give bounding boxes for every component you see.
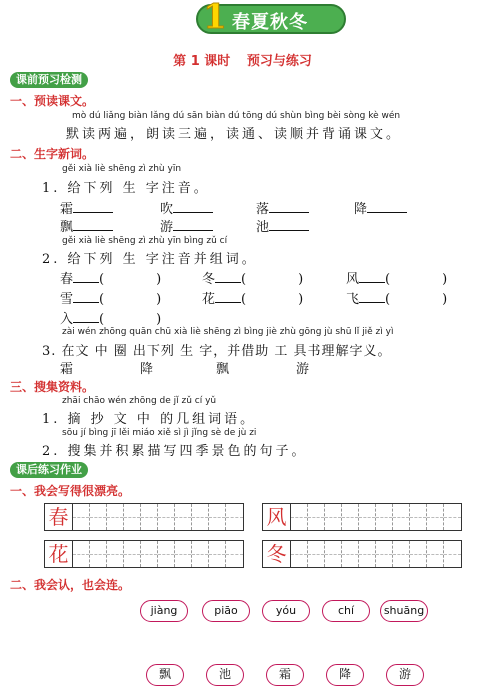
answer-blank[interactable]	[269, 200, 309, 213]
q2-item: 春 ( )	[60, 272, 162, 287]
writing-grid[interactable]	[262, 503, 462, 531]
s3-q2-text: 2. 搜集并积累描写四季景色的句子。	[42, 444, 308, 459]
q1-item: 霜	[60, 198, 113, 217]
q2-text: 2. 给下列 生 字注音并组词。	[42, 252, 258, 267]
answer-blank[interactable]	[367, 200, 407, 213]
writing-grid[interactable]	[262, 540, 462, 568]
answer-blank[interactable]	[215, 270, 241, 283]
section2-heading: 二、生字新词。	[10, 147, 95, 161]
homework-tag: 课后练习作业	[10, 462, 88, 478]
pinyin-cloud[interactable]: yóu	[262, 600, 310, 622]
writing-grid[interactable]	[44, 503, 244, 531]
section1-pinyin: mò dú liǎng biàn lǎng dú sān biàn dú tōng dú shùn bìng bèi sòng kè wén	[72, 111, 401, 121]
model-char: 风	[263, 504, 291, 530]
q2-item: 入 ( )	[60, 312, 162, 327]
q3-pinyin: zài wén zhōng quān chū xià liè shēng zì bìng jiè zhù gōng jù shū lǐ jiě zì yì	[62, 327, 394, 337]
q1-item: 飘	[60, 216, 113, 235]
q3-char: 游	[296, 362, 310, 377]
answer-blank[interactable]	[215, 290, 241, 303]
char-cloud[interactable]: 游	[386, 664, 424, 686]
char-cloud[interactable]: 降	[326, 664, 364, 686]
lesson-title-main: 春夏秋冬	[232, 12, 308, 33]
homework1-heading: 一、我会写得很漂亮。	[10, 484, 131, 498]
q1-pinyin: gěi xià liè shēng zì zhù yīn	[62, 164, 182, 174]
model-char: 花	[45, 541, 73, 567]
answer-blank[interactable]	[359, 290, 385, 303]
q1-item: 落	[256, 198, 309, 217]
answer-blank[interactable]	[73, 290, 99, 303]
homework2-heading: 二、我会认，也会连。	[10, 578, 131, 592]
s3-q2-pinyin: sōu jí bìng jī lěi miáo xiě sì jì jǐng sè de jù zi	[62, 428, 257, 438]
writing-grid[interactable]	[44, 540, 244, 568]
answer-blank[interactable]	[173, 218, 213, 231]
preview-tag: 课前预习检测	[10, 72, 88, 88]
q2-item: 雪 ( )	[60, 292, 162, 307]
q1-item: 游	[160, 216, 213, 235]
lesson-subtitle	[0, 50, 485, 69]
s3-q1-pinyin: zhāi chāo wén zhōng de jǐ zǔ cí yǔ	[62, 396, 217, 406]
q2-item: 风 ( )	[346, 272, 448, 287]
answer-blank[interactable]	[359, 270, 385, 283]
q3-text: 3. 在文 中 圈 出下列 生 字，并借助 工 具书理解字义。	[42, 344, 392, 359]
q3-char: 降	[140, 362, 154, 377]
q3-char: 飘	[216, 362, 230, 377]
q3-char: 霜	[60, 362, 74, 377]
section1-text: 默读两遍，朗读三遍，读通、读顺并背诵课文。	[66, 127, 403, 142]
pinyin-cloud[interactable]: piāo	[202, 600, 250, 622]
q2-pinyin: gěi xià liè shēng zì zhù yīn bìng zǔ cí	[62, 236, 228, 246]
q2-item: 冬 ( )	[202, 272, 304, 287]
answer-blank[interactable]	[73, 218, 113, 231]
s3-q1-text: 1. 摘 抄 文 中 的几组词语。	[42, 412, 257, 427]
section1-heading: 一、预读课文。	[10, 94, 95, 108]
model-char: 冬	[263, 541, 291, 567]
char-cloud[interactable]: 池	[206, 664, 244, 686]
char-cloud[interactable]: 霜	[266, 664, 304, 686]
lesson-part: 第 1 课时	[173, 54, 231, 69]
char-cloud[interactable]: 飘	[146, 664, 184, 686]
section3-heading: 三、搜集资料。	[10, 380, 95, 394]
q1-item: 吹	[160, 198, 213, 217]
answer-blank[interactable]	[269, 218, 309, 231]
q2-item: 飞 ( )	[346, 292, 448, 307]
pinyin-cloud[interactable]: chí	[322, 600, 370, 622]
pinyin-cloud[interactable]: jiàng	[140, 600, 188, 622]
lesson-name: 预习与练习	[246, 54, 312, 69]
lesson-number: 1	[203, 0, 227, 37]
q1-text: 1. 给下列 生 字注音。	[42, 181, 210, 196]
q1-item: 池	[256, 216, 309, 235]
model-char: 春	[45, 504, 73, 530]
pinyin-cloud[interactable]: shuāng	[380, 600, 428, 622]
answer-blank[interactable]	[73, 270, 99, 283]
answer-blank[interactable]	[173, 200, 213, 213]
q1-item: 降	[354, 198, 407, 217]
answer-blank[interactable]	[73, 200, 113, 213]
answer-blank[interactable]	[73, 310, 99, 323]
q2-item: 花 ( )	[202, 292, 304, 307]
